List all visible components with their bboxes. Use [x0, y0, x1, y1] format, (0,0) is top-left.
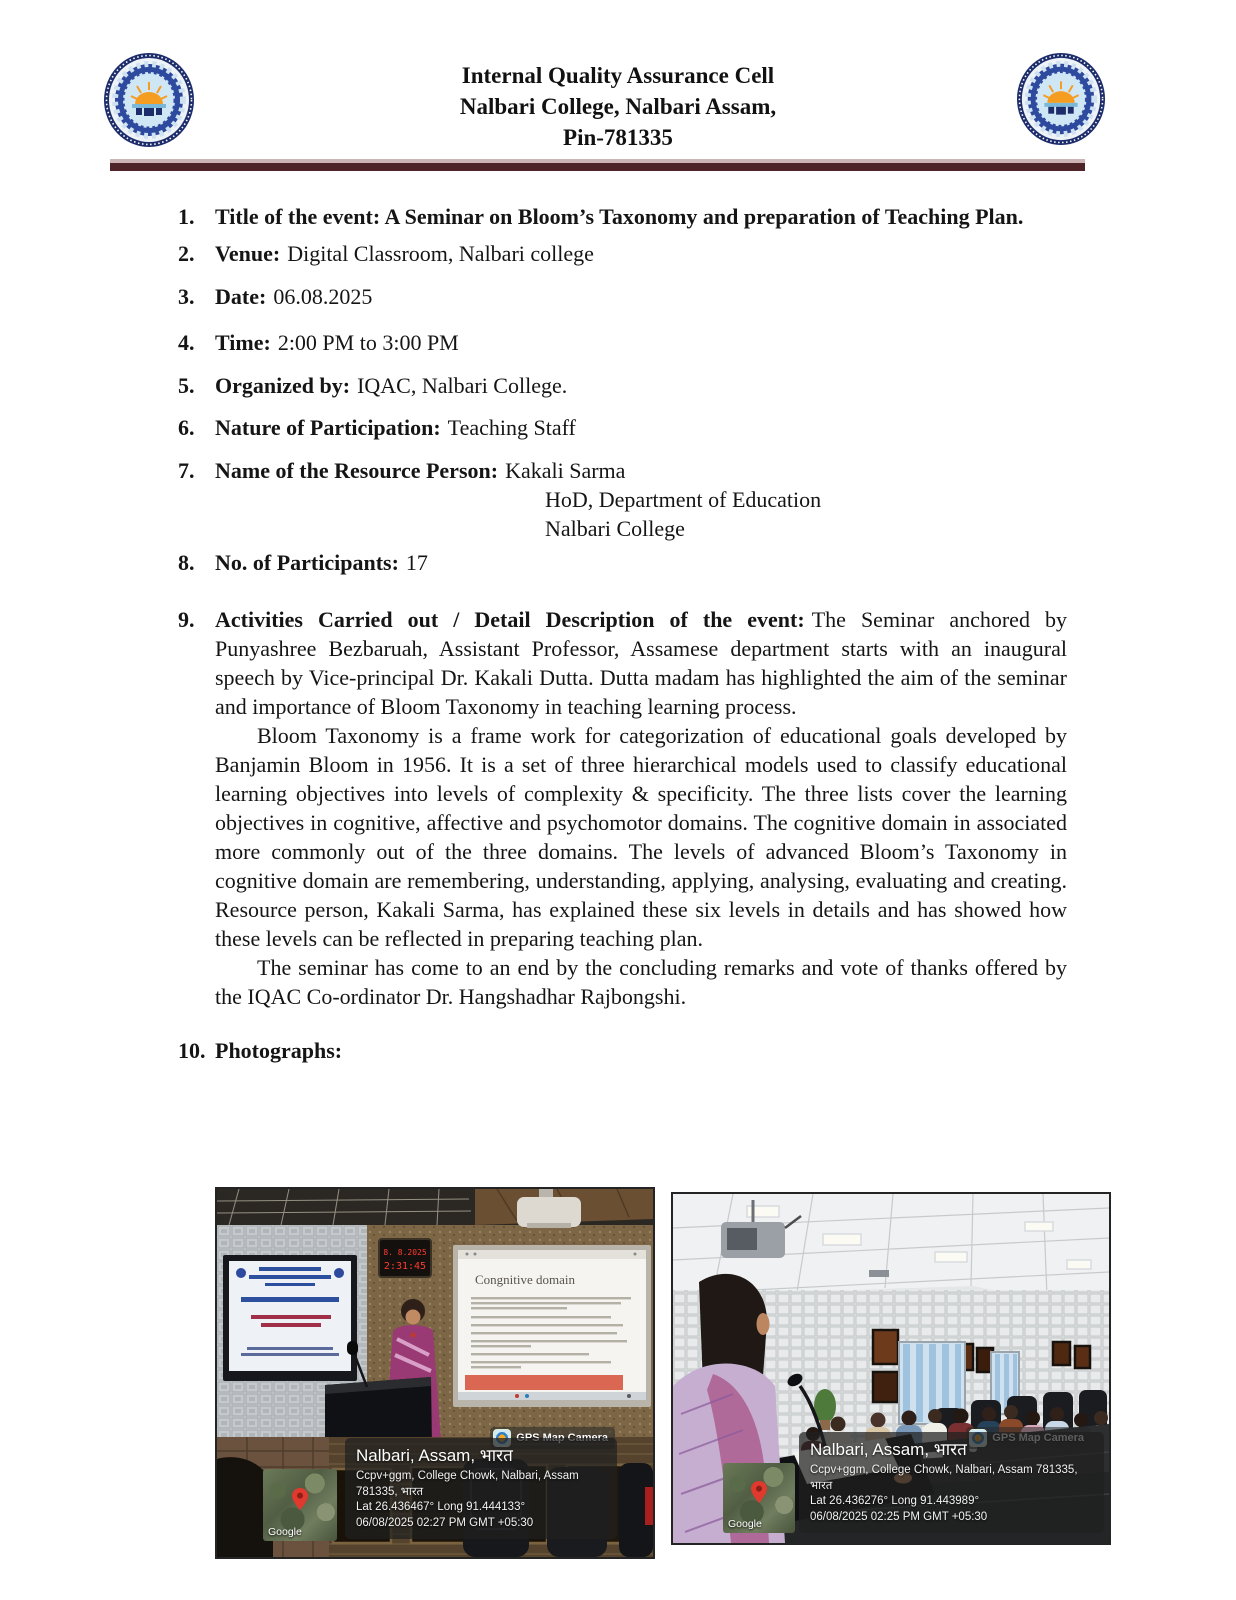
header-line-3: Pin-781335: [563, 125, 673, 150]
svg-text:2:31:45: 2:31:45: [383, 1261, 427, 1272]
gps-coordinates: Lat 26.436276° Long 91.443989°: [810, 1495, 980, 1507]
gps-location: Nalbari, Assam, भारत: [356, 1446, 513, 1465]
item-number: 5.: [178, 373, 195, 398]
item-label: Activities Carried out / Detail Description of the event:: [215, 607, 805, 632]
report-body: [178, 202, 1067, 1065]
item-number: 4.: [178, 330, 195, 355]
item-label: Name of the Resource Person:: [215, 458, 499, 483]
list-item-resource-person: [178, 456, 1067, 543]
rule-dark-line: [110, 163, 1085, 171]
activities-paragraph-1: [215, 605, 1067, 721]
header-line-1: Internal Quality Assurance Cell: [461, 63, 775, 88]
map-thumbnail: [723, 1463, 795, 1533]
map-thumbnail: [263, 1469, 337, 1541]
gps-address: Ccpv+ggm, College Chowk, Nalbari, Assam 781335, भारत: [356, 1470, 579, 1498]
gps-location: Nalbari, Assam, भारत: [810, 1440, 967, 1459]
item-value: Digital Classroom, Nalbari college: [287, 241, 594, 266]
list-item-title: [178, 202, 1067, 231]
item-value: Kakali Sarma: [505, 458, 626, 483]
item-number: 2.: [178, 241, 195, 266]
list-item-activities: [178, 605, 1067, 1011]
item-label: Organized by:: [215, 373, 351, 398]
item-label: Time:: [215, 330, 271, 355]
activities-paragraph-3: The seminar has come to an end by the concluding remarks and vote of thanks offered by the IQAC Co-ordinator Dr. Hangshadhar Rajbongshi.: [215, 955, 1067, 1009]
item-label: Venue:: [215, 241, 281, 266]
item-value: Teaching Staff: [447, 415, 576, 440]
item-label: Nature of Participation:: [215, 415, 441, 440]
item-number: 6.: [178, 415, 195, 440]
map-pin-icon: [751, 1481, 767, 1503]
item-number: 10.: [178, 1038, 206, 1063]
google-logo-text: Google: [728, 1518, 762, 1530]
list-item-time: [178, 328, 1067, 357]
google-logo-text: Google: [268, 1526, 302, 1538]
gps-coordinates: Lat 26.436467° Long 91.444133°: [356, 1501, 526, 1513]
resource-person-designation: HoD, Department of Education: [545, 487, 822, 512]
activities-paragraph-2: Bloom Taxonomy is a frame work for categorization of educational goals developed by Banjamin Bloom in 1956. It is a set of three hierarchical models used to classify educational learning objectives into levels of complexity & specificity. The three lists cover the learning objectives in cognitive, affective and psychomotor domains. The cognitive domain in associated more commonly out of the three domains. The levels of advanced Bloom’s Taxonomy in cognitive domain are remembering, understanding, applying, analysing, evaluating and creating. Resource person, Kakali Sarma, has explained these six levels in details and has showed how these levels can be reflected in preparing teaching plan.: [215, 723, 1067, 951]
list-item-photographs: [178, 1036, 1067, 1065]
document-header: [0, 60, 1236, 153]
item-label: Photographs:: [215, 1038, 343, 1063]
list-item-participants: [178, 548, 1067, 577]
gps-overlay-right: [799, 1432, 1104, 1533]
item-value: 06.08.2025: [273, 284, 373, 309]
header-line-2: Nalbari College, Nalbari Assam,: [459, 94, 777, 119]
list-item-organized-by: [178, 371, 1067, 400]
item-value: 17: [405, 550, 428, 575]
photo-speaker-at-podium: [215, 1187, 655, 1559]
item-number: 7.: [178, 458, 195, 483]
photo-audience-view: [671, 1192, 1111, 1545]
resource-person-institution: Nalbari College: [545, 516, 685, 541]
item-number: 8.: [178, 550, 195, 575]
header-divider-rule: [110, 159, 1085, 171]
item-number: 3.: [178, 284, 195, 309]
list-item-date: [178, 282, 1067, 311]
slide-title-text: Congnitive domain: [475, 1272, 576, 1287]
photographs-section: [215, 1187, 1111, 1559]
list-item-venue: [178, 239, 1067, 268]
item-number: 1.: [178, 204, 195, 229]
item-label: No. of Participants:: [215, 550, 399, 575]
item-text: Title of the event: A Seminar on Bloom’s Taxonomy and preparation of Teaching Plan.: [215, 204, 1024, 229]
gps-overlay-left: [345, 1438, 617, 1539]
item-value: 2:00 PM to 3:00 PM: [277, 330, 459, 355]
list-item-participation: [178, 413, 1067, 442]
item-value: IQAC, Nalbari College.: [357, 373, 568, 398]
gps-address: Ccpv+ggm, College Chowk, Nalbari, Assam 781335, भारत: [810, 1464, 1078, 1492]
item-label: Date:: [215, 284, 267, 309]
map-pin-icon: [292, 1488, 308, 1510]
item-number: 9.: [178, 607, 195, 632]
gps-datetime: 06/08/2025 02:25 PM GMT +05:30: [810, 1510, 988, 1523]
gps-datetime: 06/08/2025 02:27 PM GMT +05:30: [356, 1516, 534, 1529]
item-value: The Seminar anchored by Punyashree Bezbaruah, Assistant Professor, Assamese department starts with an inaugural speech by Vice-principal Dr. Kakali Dutta. Dutta madam has highlighted the aim of the seminar and importance of Bloom Taxonomy in teaching learning process.: [215, 607, 1068, 719]
svg-text:8. 8.2025: 8. 8.2025: [383, 1248, 427, 1257]
